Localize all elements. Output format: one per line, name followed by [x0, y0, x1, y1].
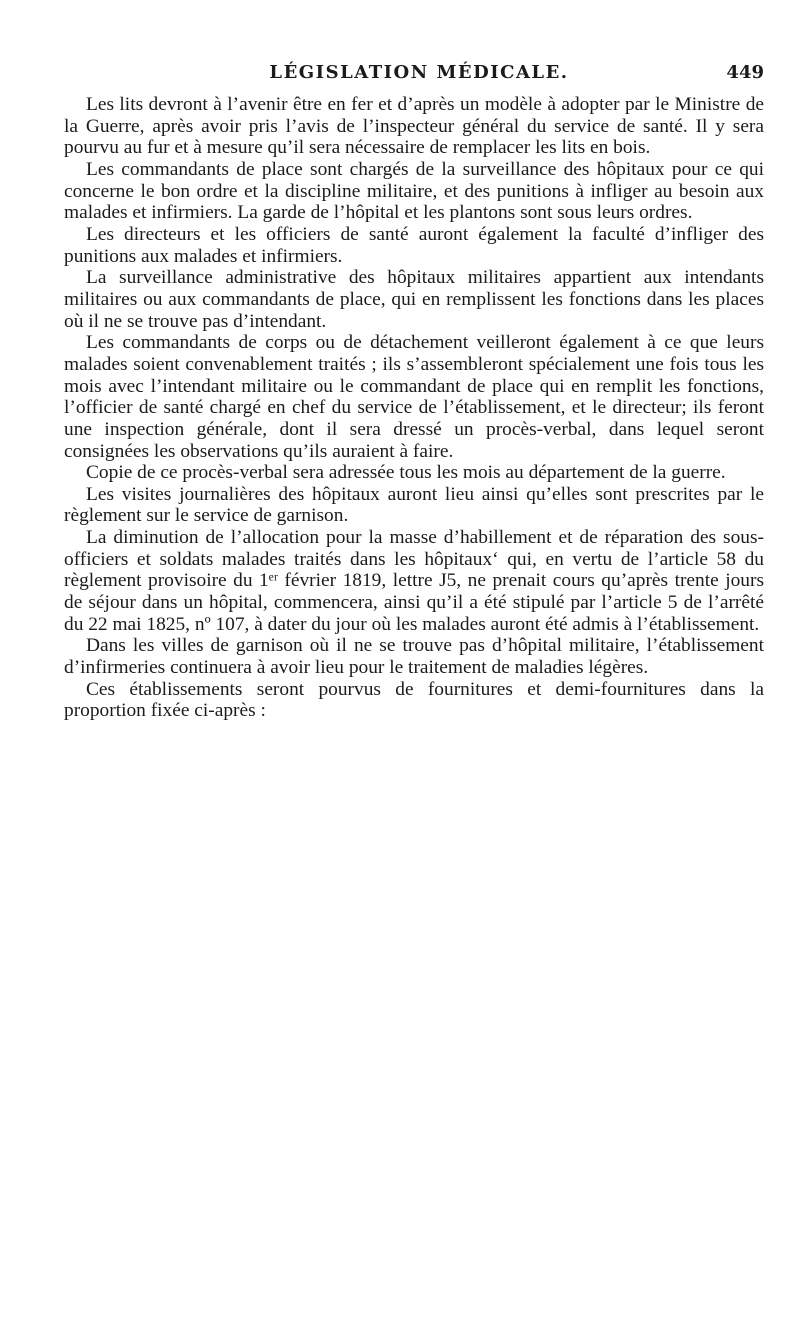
paragraph: Les directeurs et les officiers de santé auront également la faculté d’infliger des punitions aux malades et infirmiers.: [64, 223, 764, 267]
paragraph: Dans les villes de garnison où il ne se trouve pas d’hôpital militaire, l’établissement d’infirmeries continuera à avoir lieu pour le traitement de maladies légères.: [64, 635, 764, 679]
page-number: 449: [726, 62, 764, 83]
page-header: [74, 62, 764, 92]
paragraph: La surveillance administrative des hôpitaux militaires appartient aux intendants militaires ou aux commandants de place, qui en remplissent les fonctions dans les places où il ne se trouve pas d’intendant.: [64, 267, 764, 332]
paragraph: La diminution de l’allocation pour la masse d’habillement et de réparation des sous-officiers et soldats malades traités dans les hôpitaux‘ qui, en vertu de l’article 58 du règlement provisoire du 1ᵉʳ février 1819, lettre J5, ne prenait cours qu’après trente jours de séjour dans un hôpital, commencera, ainsi qu’il a été stipulé par l’article 5 de l’arrêté du 22 mai 1825, nº 107, à dater du jour où les malades auront été admis à l’établissement.: [64, 527, 764, 635]
paragraph: Les commandants de place sont chargés de la surveillance des hôpitaux pour ce qui concerne le bon ordre et la discipline militaire, et des punitions à infliger au besoin aux malades et infirmiers. La garde de l’hôpital et les plantons sont sous leurs ordres.: [64, 158, 764, 224]
body-text: [64, 94, 764, 722]
paragraph: Les commandants de corps ou de détachement veilleront également à ce que leurs malades soient convenablement traités ; ils s’assembleront spécialement une fois tous les mois avec l’intendant militaire ou le commandant de place qui en remplit les fonctions, l’officier de santé chargé en chef du service de l’établissement, et le directeur; ils feront une inspection générale, dont il sera dressé un procès-verbal, dans lequel seront consignées les observations qu’ils auraient à faire.: [64, 332, 764, 462]
paragraph: Les visites journalières des hôpitaux auront lieu ainsi qu’elles sont prescrites par le règlement sur le service de garnison.: [64, 483, 764, 527]
paragraph: Copie de ce procès-verbal sera adressée tous les mois au département de la guerre.: [86, 462, 726, 484]
running-title: LÉGISLATION MÉDICALE.: [269, 62, 569, 83]
paragraph: Ces établissements seront pourvus de fournitures et demi-fournitures dans la proportion fixée ci-après :: [64, 678, 764, 722]
paragraph: Les lits devront à l’avenir être en fer et d’après un modèle à adopter par le Ministre de la Guerre, après avoir pris l’avis de l’inspecteur général du service de santé. Il y sera pourvu au fur et à mesure qu’il sera nécessaire de remplacer les lits en bois.: [64, 94, 764, 159]
